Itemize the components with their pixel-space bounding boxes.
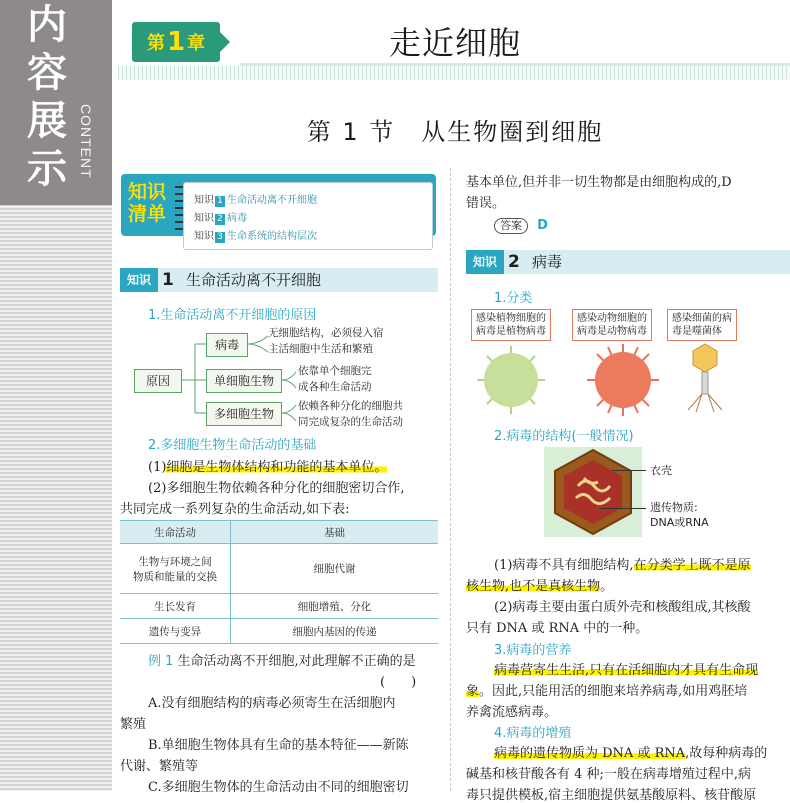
option-b-line2: 代谢、繁殖等 [120,759,199,774]
k2-sub2: 2.病毒的结构(一般情况) [494,429,634,444]
chapter-prefix: 第 [146,33,165,54]
tree-desc-uni-1: 依靠单个细胞完 [298,365,372,377]
table-row [120,594,438,619]
knowledge-list-label [128,181,174,225]
tag-char-1: 内 [27,2,67,48]
kl-prefix: 知识 [194,195,214,206]
knowledge-list-label-1: 知识 [128,181,167,203]
k2-para2-line1: (2)病毒主要由蛋白质外壳和核酸组成,其核酸 [494,600,751,615]
k2-para1-line1 [494,554,751,573]
kl-num: 2 [215,214,225,225]
replication-line3: 毒只提供模板,宿主细胞提供氨基酸原料、核苷酸原 [466,788,757,803]
k2-sub1: 1.分类 [494,291,533,306]
table-cell: 细胞增殖、分化 [231,594,439,619]
k2-header [466,250,790,274]
nutrition-rest: 。因此,只能用活的细胞来培养病毒,如用鸡胚培 [479,684,748,699]
table-cell: 细胞内基因的传递 [231,619,439,644]
genetic-label-2: DNA或RNA [650,516,709,529]
chapter-number: 1 [166,27,186,57]
coat-pointer [612,470,646,471]
k1-para1 [148,456,387,475]
plant-virus-label-1: 感染植物细胞的 [476,313,546,324]
k2-para1-highlight2: 核生物,也不是真核生物 [466,579,601,594]
bacteriophage-icon [680,340,730,415]
coat-label: 衣壳 [650,464,672,477]
section-title: 第 1 节 从生物圈到细胞 [306,118,604,146]
table-cell: 遗传与变异 [120,619,231,644]
option-a-line1: A.没有细胞结构的病毒必须寄生在活细胞内 [148,696,396,711]
nutrition-line2 [466,680,747,699]
knowledge-list-item[interactable] [194,227,317,243]
example-paren: ( ) [380,675,417,690]
kl-topic: 生命系统的结构层次 [227,231,317,242]
tree-root-node: 原因 [134,369,182,393]
k1-badge: 知识 [120,268,158,292]
replication-rest: ,故每种病毒的 [685,746,768,761]
k2-title: 病毒 [532,253,563,271]
tree-node-virus: 病毒 [206,333,248,357]
plant-virus-label [471,309,551,341]
table-cell-line: 生物与环境之间 [138,555,212,568]
knowledge-list-item[interactable] [194,209,247,225]
animal-virus-label-2: 病毒是动物病毒 [577,326,647,337]
right-top-line2: 错误。 [466,196,506,211]
option-c-line1: C.多细胞生物体的生命活动由不同的细胞密切 [148,780,409,795]
k2-number: 2 [508,252,520,272]
example-question-text: 生命活动离不开细胞,对此理解不正确的是 [177,654,416,669]
table-cell: 生长发育 [120,594,231,619]
genetic-pointer [600,508,646,509]
tree-node-multicellular: 多细胞生物 [206,402,282,426]
replication-highlight: 病毒的遗传物质为 DNA 或 RNA [494,746,686,761]
knowledge-list-label-2: 清单 [128,203,167,225]
k2-para1-line2 [466,575,613,594]
tag-char-2: 容 [27,50,67,96]
kl-topic: 生命活动离不开细胞 [227,195,317,206]
phage-label-1: 感染细菌的病 [672,313,732,324]
table-cell: 细胞代谢 [231,544,439,594]
answer-label: 答案 [494,218,528,234]
tree-desc-multi-1: 依赖各种分化的细胞共 [298,400,403,412]
tree-desc-multi-2: 同完成复杂的生命活动 [298,416,403,428]
k2-para2-line2: 只有 DNA 或 RNA 中的一种。 [466,621,649,636]
binder-rings-icon [175,186,183,230]
plant-virus-label-2: 病毒是植物病毒 [476,326,546,337]
genetic-label-1: 遗传物质: [650,501,698,514]
kl-prefix: 知识 [194,213,214,224]
table-row [120,619,438,644]
option-a-line2: 繁殖 [120,717,147,732]
column-divider [450,168,452,791]
k2-para1-highlight: 在分类学上既不是原 [633,558,751,573]
knowledge-list [183,182,433,250]
example-badge: 例 1 [148,654,174,669]
k1-number: 1 [162,270,174,290]
chapter-title: 走近细胞 [388,24,521,62]
chapter-badge [132,22,220,62]
tree-desc-virus-2: 主活细胞中生活和繁殖 [268,343,373,355]
right-top-line1: 基本单位,但并非一切生物都是由细胞构成的,D [466,175,732,190]
example-question [148,650,416,669]
table-header: 基础 [231,521,439,544]
life-activity-table [120,520,438,644]
kl-num: 1 [215,196,225,207]
k2-badge: 知识 [466,250,504,274]
tree-desc-virus-1: 无细胞结构，必须侵入宿 [268,327,384,339]
k2-para1-text: (1)病毒不具有细胞结构, [494,558,634,573]
k2-para1-end: 。 [600,579,614,594]
header-stripe [118,66,790,80]
knowledge-list-item[interactable] [194,191,317,207]
animal-virus-label-1: 感染动物细胞的 [577,313,647,324]
table-cell-line: 物质和能量的交换 [133,570,217,583]
k1-sub1: 1.生命活动离不开细胞的原因 [148,308,317,323]
answer [494,214,548,234]
k1-header [120,268,438,292]
kl-prefix: 知识 [194,231,214,242]
chapter-suffix: 章 [187,33,206,54]
k1-para2-line2: 共同完成一系列复杂的生命活动,如下表: [120,502,350,517]
k2-sub4: 4.病毒的增殖 [494,726,572,741]
nutrition-line1 [494,659,758,678]
k1-sub2: 2.多细胞生物生命活动的基础 [148,438,317,453]
content-english-label [70,100,100,200]
k1-para1-highlight: 细胞是生物体结构和功能的基本单位。 [166,460,388,475]
k1-para2-line1: (2)多细胞生物依赖各种分化的细胞密切合作, [148,481,405,496]
nutrition-highlight2: 象 [466,684,480,699]
tag-char-3: 展 [27,98,67,144]
answer-value: D [537,218,548,233]
nutrition-highlight: 病毒营寄生生活,只有在活细胞内才具有生命现 [494,663,759,678]
table-cell [120,544,231,594]
animal-virus-icon [578,340,668,420]
k1-para1-prefix: (1) [148,460,167,475]
replication-line1 [494,742,767,761]
phage-label-2: 毒是噬菌体 [672,326,722,337]
table-header: 生命活动 [120,521,231,544]
content-english-text: CONTENT [78,104,94,179]
tag-char-4: 示 [27,146,67,192]
replication-line2: 碱基和核苷酸各有 4 种;一般在病毒增殖过程中,病 [466,767,752,782]
kl-num: 3 [215,232,225,243]
tree-desc-uni-2: 成各种生命活动 [298,381,372,393]
virus-structure-icon [548,448,638,536]
tree-node-unicellular: 单细胞生物 [206,369,282,393]
phage-label [667,309,737,341]
k2-sub3: 3.病毒的营养 [494,643,572,658]
k1-title: 生命活动离不开细胞 [186,271,322,289]
table-row [120,544,438,594]
kl-topic: 病毒 [227,213,247,224]
plant-virus-icon [466,340,556,420]
animal-virus-label [572,309,652,341]
nutrition-line3: 养禽流感病毒。 [466,705,558,720]
option-b-line1: B.单细胞生物体具有生命的基本特征——新陈 [148,738,409,753]
